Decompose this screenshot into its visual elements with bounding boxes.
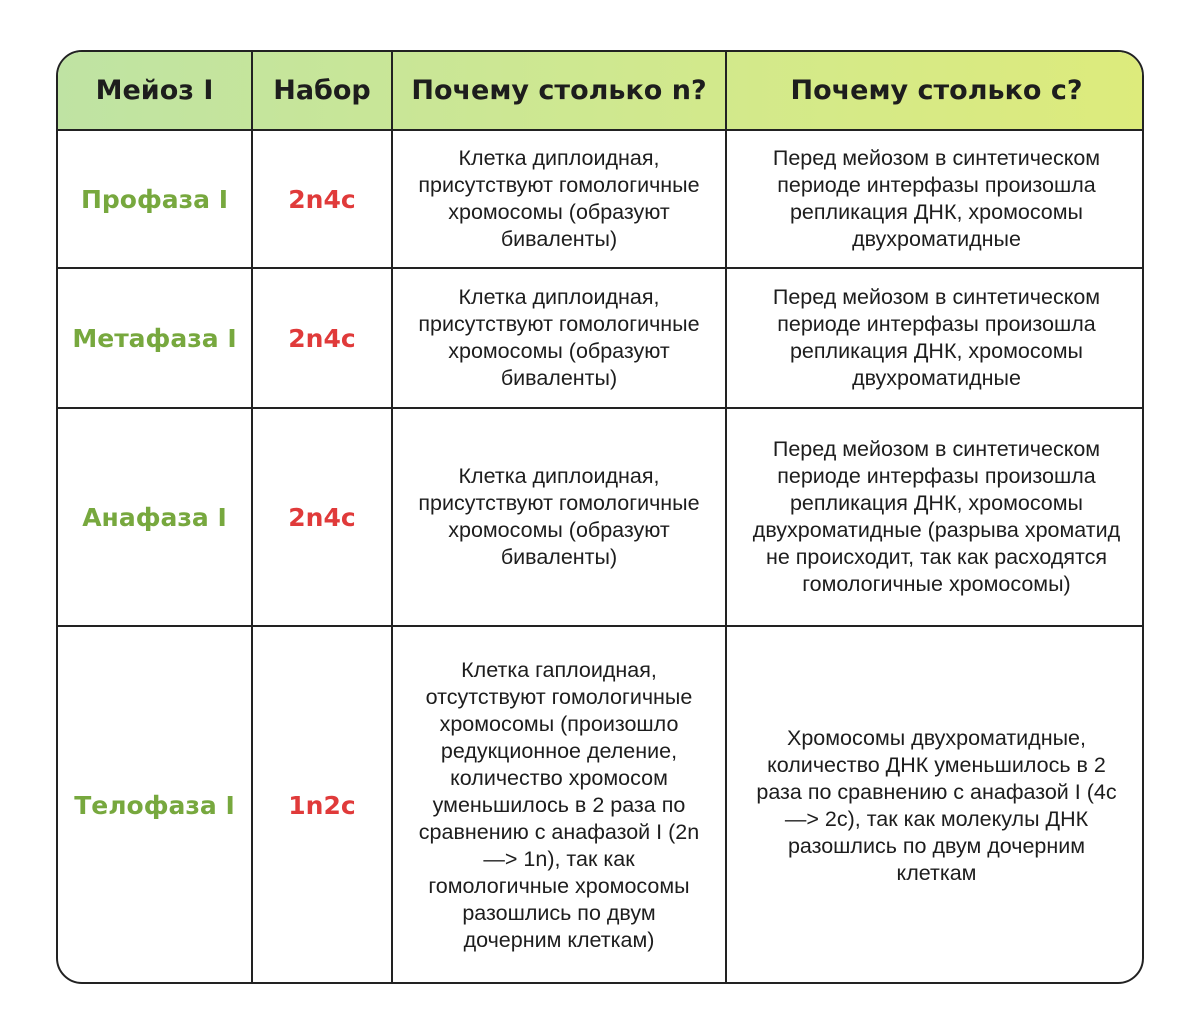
- phase-cell: Профаза I: [58, 130, 252, 268]
- why-c-cell: Перед мейозом в синтетическом периоде интерфазы произошла репликация ДНК, хромосомы двухроматидные: [726, 130, 1144, 268]
- table-row-prophase: [58, 130, 1144, 268]
- table-row-telophase: [58, 626, 1144, 984]
- table-row-metaphase: [58, 268, 1144, 408]
- why-n-cell: Клетка диплоидная, присутствуют гомологичные хромосомы (образуют биваленты): [392, 268, 726, 408]
- set-cell: 1n2c: [252, 626, 392, 984]
- why-c-cell: Перед мейозом в синтетическом периоде интерфазы произошла репликация ДНК, хромосомы двухроматидные (разрыва хроматид не происходит, так как расходятся гомологичные хромосомы): [726, 408, 1144, 626]
- phase-cell: Метафаза I: [58, 268, 252, 408]
- header-why-c: Почему столько с?: [726, 52, 1144, 130]
- set-cell: 2n4c: [252, 130, 392, 268]
- header-why-n: Почему столько n?: [392, 52, 726, 130]
- phase-cell: Телофаза I: [58, 626, 252, 984]
- why-c-cell: Перед мейозом в синтетическом периоде интерфазы произошла репликация ДНК, хромосомы двухроматидные: [726, 268, 1144, 408]
- why-c-cell: Хромосомы двухроматидные, количество ДНК уменьшилось в 2 раза по сравнению с анафазой I (4c —> 2c), так как молекулы ДНК разошлись по двум дочерним клеткам: [726, 626, 1144, 984]
- header-row: [58, 52, 1144, 130]
- why-n-cell: Клетка гаплоидная, отсутствуют гомологичные хромосомы (произошло редукционное деление, количество хромосом уменьшилось в 2 раза по сравнению с анафазой I (2n —> 1n), так как гомологичные хромосомы разошлись по двум дочерним клеткам): [392, 626, 726, 984]
- meiosis-table: [56, 50, 1144, 984]
- set-cell: 2n4c: [252, 268, 392, 408]
- header-meiosis: Мейоз I: [58, 52, 252, 130]
- meiosis-table-grid: [58, 52, 1144, 984]
- why-n-cell: Клетка диплоидная, присутствуют гомологичные хромосомы (образуют биваленты): [392, 408, 726, 626]
- table-row-anaphase: [58, 408, 1144, 626]
- set-cell: 2n4c: [252, 408, 392, 626]
- phase-cell: Анафаза I: [58, 408, 252, 626]
- why-n-cell: Клетка диплоидная, присутствуют гомологичные хромосомы (образуют биваленты): [392, 130, 726, 268]
- header-set: Набор: [252, 52, 392, 130]
